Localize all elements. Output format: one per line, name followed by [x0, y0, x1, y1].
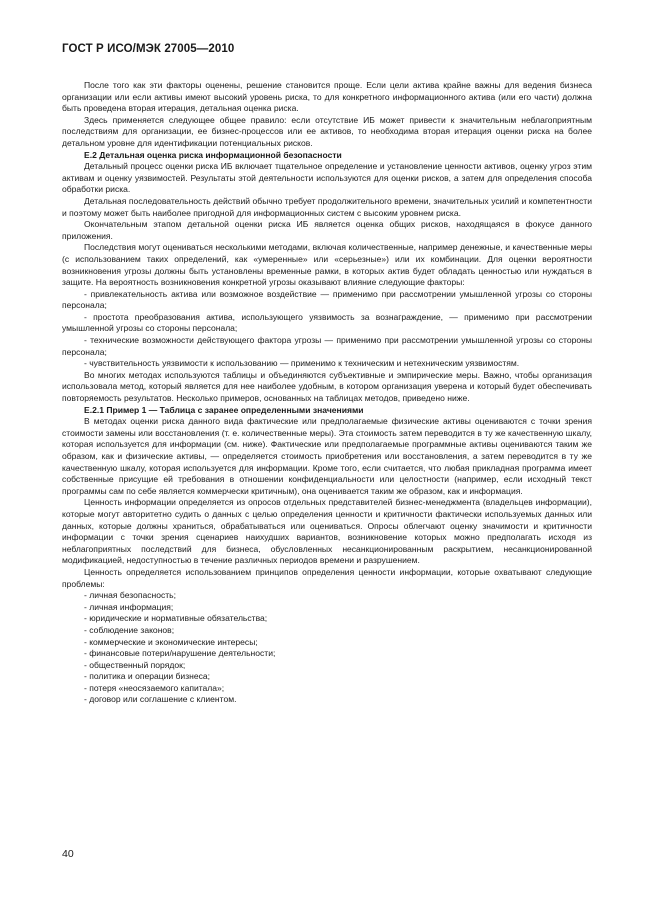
list-item: - коммерческие и экономические интересы;: [84, 636, 258, 647]
page-header: ГОСТ Р ИСО/МЭК 27005—2010: [62, 43, 235, 55]
section-heading: Е.2 Детальная оценка риска информационной безопасности: [84, 149, 342, 160]
paragraph: Во многих методах используются таблицы и объединяются субъективные и эмпирические меры. Важно, чтобы организация использовала метод, который является для нее наиболее удобным, в котором организация уверена и который будет обеспечивать повторяемость результатов. Несколько примеров, основанных на таблицах методов, приведено ниже.: [62, 369, 592, 404]
list-item: - личная безопасность;: [84, 590, 176, 601]
list-item: - чувствительность уязвимости к использованию — применимо к техническим и нетехническим уязвимостям.: [84, 358, 520, 369]
list-item: - договор или соглашение с клиентом.: [84, 694, 237, 705]
list-item: - привлекательность актива или возможное воздействие — применимо при рассмотрении умышленной угрозы со стороны персонала;: [62, 288, 592, 311]
paragraph: Последствия могут оцениваться несколькими методами, включая количественные, например денежные, и качественные меры (с использованием таких определений, как «умеренные» или «серьезные») или их комбинации. Для оценки вероятности возникновения угрозы должны быть установлены временные рамки, в которых актив будет обладать ценностью или нуждаться в защите. На вероятность возникновения конкретной угрозы оказывают влияние следующие факторы:: [62, 242, 592, 288]
list-item: - финансовые потери/нарушение деятельности;: [84, 648, 276, 659]
list-item: - личная информация;: [84, 601, 174, 612]
paragraph: Детальный процесс оценки риска ИБ включает тщательное определение и установление ценности активов, оценку угроз этим активам и оценку уязвимостей. Результаты этой деятельности используются для оценки рисков, а затем для определения способа обработки риска.: [62, 161, 592, 195]
page-number: 40: [62, 848, 74, 860]
paragraph: В методах оценки риска данного вида фактические или предполагаемые физические активы оцениваются с точки зрения стоимости замены или восстановления (т. е. количественные меры). Эта стоимость затем переводится в ту же качественную шкалу, которая используется для информации (см. ниже). Фактические или предполагаемые программные активы оцениваются таким же образом, как и физические активы, — определяется стоимость приобретения или восстановления, а затем переводится в ту же качественную шкалу, которая используется для информации. Кроме того, если считается, что любая прикладная программа имеет собственные присущие ей требования в отношении конфиденциальности или целостности (например, если исходный текст программы сам по себе является коммерчески критичным), она оценивается таким же образом, как и информация.: [62, 416, 592, 496]
list-item: - соблюдение законов;: [84, 624, 175, 635]
paragraph: Детальная последовательность действий обычно требует продолжительного времени, значительных усилий и компетентности и поэтому может быть наиболее пригодной для информационных систем с высоким уровнем риска.: [62, 195, 592, 218]
paragraph: Окончательным этапом детальной оценки риска ИБ является оценка общих рисков, находящаяся в фокусе данного приложения.: [62, 219, 592, 241]
list-item: - технические возможности действующего фактора угрозы — применимо при рассмотрении умышленной угрозы со стороны персонала;: [62, 335, 592, 357]
document-body: [62, 80, 592, 706]
paragraph: После того как эти факторы оценены, решение становится проще. Если цели актива крайне важны для ведения бизнеса организации или если активы имеют высокий уровень риска, то для конкретного информационного актива (или его части) должна быть проведена вторая итерация, детальная оценка риска.: [62, 80, 592, 114]
list-item: - потеря «неосязаемого капитала»;: [84, 682, 225, 693]
list-item: - общественный порядок;: [84, 659, 186, 670]
paragraph: Здесь применяется следующее общее правило: если отсутствие ИБ может привести к значительным неблагоприятным последствиям для организации, ее бизнес-процессов или ее активов, то необходима вторая итерация оценки риска на более детальном уровне для идентификации потенциальных рисков.: [62, 114, 592, 148]
section-heading: Е.2.1 Пример 1 — Таблица с заранее определенными значениями: [84, 404, 364, 415]
paragraph: Ценность определяется использованием принципов определения ценности информации, которые охватывают следующие проблемы:: [62, 566, 592, 589]
list-item: - простота преобразования актива, использующего уязвимость за вознаграждение, — применимо при рассмотрении умышленной угрозы со стороны персонала;: [62, 311, 592, 334]
list-item: - политика и операции бизнеса;: [84, 671, 210, 682]
paragraph: Ценность информации определяется из опросов отдельных представителей бизнес-менеджмента (владельцев информации), которые могут авторитетно судить о данных с целью определения ценности и критичности фактически используемых данных или данных, которые должны храниться, обрабатываться или оцениваться. Опросы облегчают оценку значимости и критичности информации с точки зрения сценариев наихудших вариантов, возникновение которых можно предполагать исходя из неблагоприятных последствий для бизнеса, обусловленных несанкционированным раскрытием, несанкционированной модификацией, недоступностью в течение различных периодов времени и разрушением.: [62, 497, 592, 566]
list-item: - юридические и нормативные обязательства;: [84, 613, 268, 624]
